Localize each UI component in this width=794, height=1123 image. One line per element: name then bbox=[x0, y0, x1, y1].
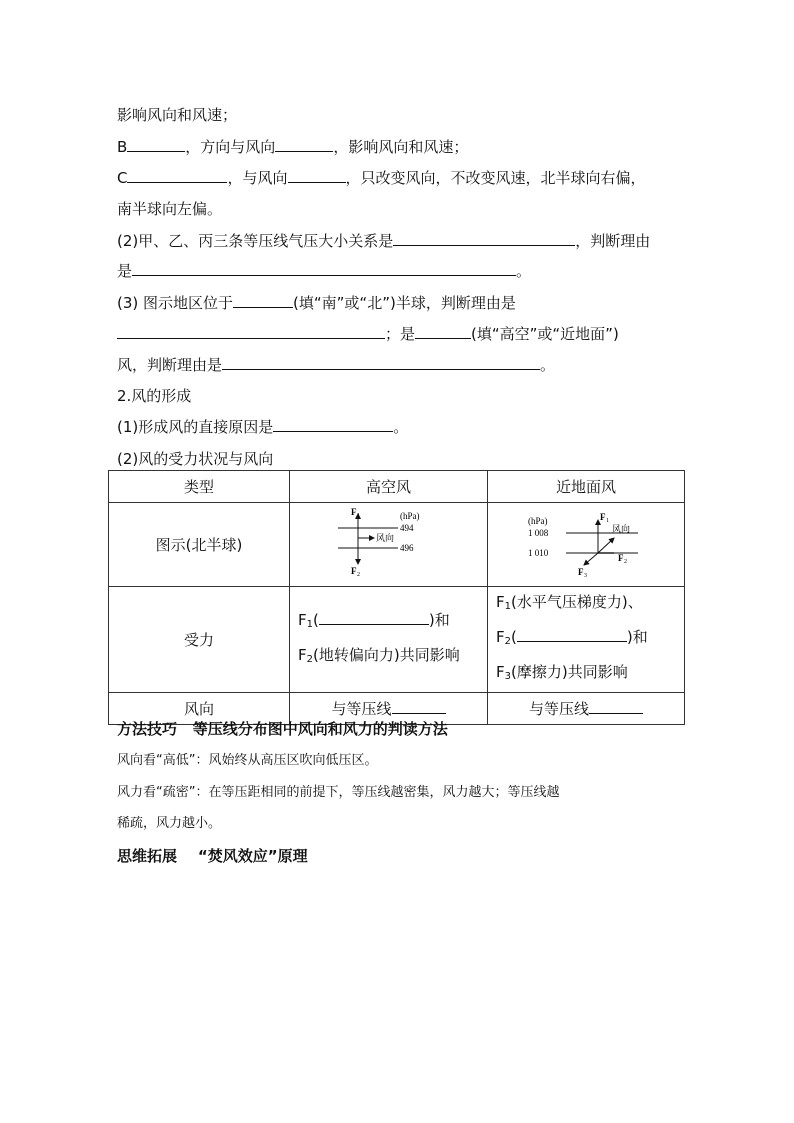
tips-paragraph-2: 风力看“疏密”：在等压距相同的前提下，等压线越密集，风力越大；等压线越 bbox=[117, 785, 560, 800]
text-line-2 bbox=[117, 137, 468, 157]
text-segment: 与等压线 bbox=[331, 700, 392, 718]
subscript: 1 bbox=[306, 618, 314, 630]
tips-title: 等压线分布图中风向和风力的判读方法 bbox=[192, 720, 448, 738]
cell-high-forces bbox=[290, 587, 488, 693]
f2-label: F bbox=[618, 552, 624, 563]
text-segment: 是 bbox=[117, 262, 133, 280]
text-segment: ，方向与风向 bbox=[185, 138, 276, 156]
wind-force-table bbox=[108, 470, 685, 725]
blank-reason-2[interactable] bbox=[117, 324, 385, 339]
force-f3-arrow bbox=[584, 553, 598, 565]
row-label-diagram: 图示(北半球) bbox=[109, 503, 290, 587]
isobar-label-bottom: 496 bbox=[399, 542, 413, 553]
blank-altitude[interactable] bbox=[415, 324, 471, 339]
high-wind-diagram bbox=[334, 506, 444, 580]
f2-label: F bbox=[350, 565, 356, 576]
isobar-label-bottom: 1 010 bbox=[528, 547, 549, 558]
text-segment: (地转偏向力)共同影响 bbox=[313, 645, 460, 664]
row-label-direction: 风向 bbox=[109, 693, 290, 725]
f1-label: F bbox=[600, 511, 606, 522]
header-type: 类型 bbox=[109, 471, 290, 503]
blank-hemisphere[interactable] bbox=[233, 293, 293, 308]
text-line-8 bbox=[117, 324, 619, 344]
text-segment: (1)形成风的直接原因是 bbox=[117, 418, 274, 436]
text-segment: F bbox=[298, 645, 307, 664]
low-force-line-2 bbox=[496, 622, 684, 657]
extension-heading bbox=[117, 846, 308, 866]
text-segment: )和 bbox=[626, 628, 648, 646]
tips-paragraph-3: 稀疏，风力越小。 bbox=[117, 816, 222, 831]
isobar-label-top: 1 008 bbox=[528, 527, 549, 538]
low-force-line-1 bbox=[496, 587, 684, 622]
wind-label: 风向 bbox=[612, 523, 631, 534]
f2-sub: 2 bbox=[356, 571, 360, 578]
subscript: 1 bbox=[504, 601, 512, 612]
blank-c2[interactable] bbox=[288, 168, 346, 183]
text-segment: ，影响风向和风速； bbox=[333, 138, 469, 156]
blank-f1-name[interactable] bbox=[319, 610, 429, 625]
blank-wind-cause[interactable] bbox=[273, 417, 393, 432]
text-segment: (填“南”或“北”)半球，判断理由是 bbox=[293, 294, 516, 312]
extension-label: 思维拓展 bbox=[117, 847, 178, 865]
text-line-5 bbox=[117, 231, 650, 251]
subscript: 3 bbox=[504, 671, 512, 682]
text-segment: (2)甲、乙、丙三条等压线气压大小关系是 bbox=[117, 232, 394, 250]
blank-f2-name[interactable] bbox=[517, 627, 627, 642]
text-segment: (填“高空”或“近地面”) bbox=[471, 325, 619, 343]
cell-low-forces bbox=[488, 587, 685, 693]
text-line-7 bbox=[117, 293, 516, 313]
text-segment: 风，判断理由是 bbox=[117, 356, 223, 374]
table-row-forces bbox=[109, 587, 685, 693]
blank-high-direction[interactable] bbox=[392, 699, 446, 714]
wind-label: 风向 bbox=[375, 532, 394, 543]
unit-label: (hPa) bbox=[528, 515, 548, 526]
blank-low-direction[interactable] bbox=[589, 699, 643, 714]
blank-pressure-relation[interactable] bbox=[393, 231, 575, 246]
high-force-line-2 bbox=[298, 640, 487, 675]
subscript: 2 bbox=[504, 636, 512, 647]
text-segment: (3) 图示地区位于 bbox=[117, 294, 234, 312]
low-force-line-3 bbox=[496, 657, 684, 692]
cell-low-direction bbox=[488, 693, 685, 725]
blank-c1[interactable] bbox=[127, 168, 227, 183]
isobar-label-top: 494 bbox=[399, 522, 413, 533]
blank-b2[interactable] bbox=[275, 137, 333, 152]
blank-reason-3[interactable] bbox=[222, 355, 540, 370]
text-line-3 bbox=[117, 168, 646, 188]
text-segment: 与等压线 bbox=[528, 700, 589, 718]
f1-sub: 1 bbox=[356, 512, 360, 519]
f1-label: F bbox=[350, 506, 356, 517]
f3-sub: 3 bbox=[584, 572, 587, 579]
text-segment: ，与风向 bbox=[227, 169, 288, 187]
high-force-line-1 bbox=[298, 605, 487, 640]
tips-heading bbox=[117, 719, 448, 739]
tips-paragraph-1: 风向看“高低”：风始终从高压区吹向低压区。 bbox=[117, 753, 378, 768]
text-segment: 。 bbox=[540, 356, 556, 374]
extension-title: “焚风效应”原理 bbox=[197, 847, 308, 865]
text-segment: ；是 bbox=[385, 325, 416, 343]
header-low-wind: 近地面风 bbox=[488, 471, 685, 503]
text-segment: ，只改变风向，不改变风速，北半球向右偏， bbox=[345, 169, 646, 187]
text-line-10: 2.风的形成 bbox=[117, 387, 192, 405]
text-segment: 。 bbox=[516, 262, 532, 280]
cell-high-diagram bbox=[290, 503, 488, 587]
label-c: C bbox=[117, 169, 128, 187]
text-segment: (摩擦力)共同影响 bbox=[511, 663, 628, 681]
text-line-11 bbox=[117, 417, 408, 437]
f3-label: F bbox=[578, 566, 584, 577]
text-segment: ( bbox=[511, 628, 517, 646]
label-b: B bbox=[117, 138, 128, 156]
tips-label: 方法技巧 bbox=[117, 720, 178, 738]
wind-direction-arrow bbox=[598, 538, 614, 553]
subscript: 2 bbox=[306, 653, 314, 665]
text-segment: )和 bbox=[428, 610, 450, 629]
text-line-1: 影响风向和风速； bbox=[117, 106, 238, 124]
low-wind-diagram bbox=[526, 506, 646, 580]
text-segment: F bbox=[496, 628, 505, 646]
unit-label: (hPa) bbox=[399, 510, 419, 521]
blank-reason-1[interactable] bbox=[132, 261, 516, 276]
text-segment: ，判断理由 bbox=[575, 232, 651, 250]
text-line-12: (2)风的受力状况与风向 bbox=[117, 450, 274, 468]
text-segment: F bbox=[496, 663, 505, 681]
text-line-9 bbox=[117, 355, 555, 375]
f1-sub: 1 bbox=[606, 517, 609, 524]
text-line-4: 南半球向左偏。 bbox=[117, 200, 223, 218]
blank-b1[interactable] bbox=[127, 137, 185, 152]
header-high-wind: 高空风 bbox=[290, 471, 488, 503]
text-segment: 。 bbox=[393, 418, 409, 436]
text-segment: F bbox=[496, 593, 505, 611]
text-segment: (水平气压梯度力)、 bbox=[511, 593, 643, 611]
table-header-row bbox=[109, 471, 685, 503]
cell-low-diagram bbox=[488, 503, 685, 587]
text-line-6 bbox=[117, 261, 531, 281]
text-segment: F bbox=[298, 610, 307, 629]
text-segment: ( bbox=[313, 610, 319, 629]
table-row-diagram bbox=[109, 503, 685, 587]
row-label-forces: 受力 bbox=[109, 587, 290, 693]
f2-sub: 2 bbox=[624, 558, 627, 565]
